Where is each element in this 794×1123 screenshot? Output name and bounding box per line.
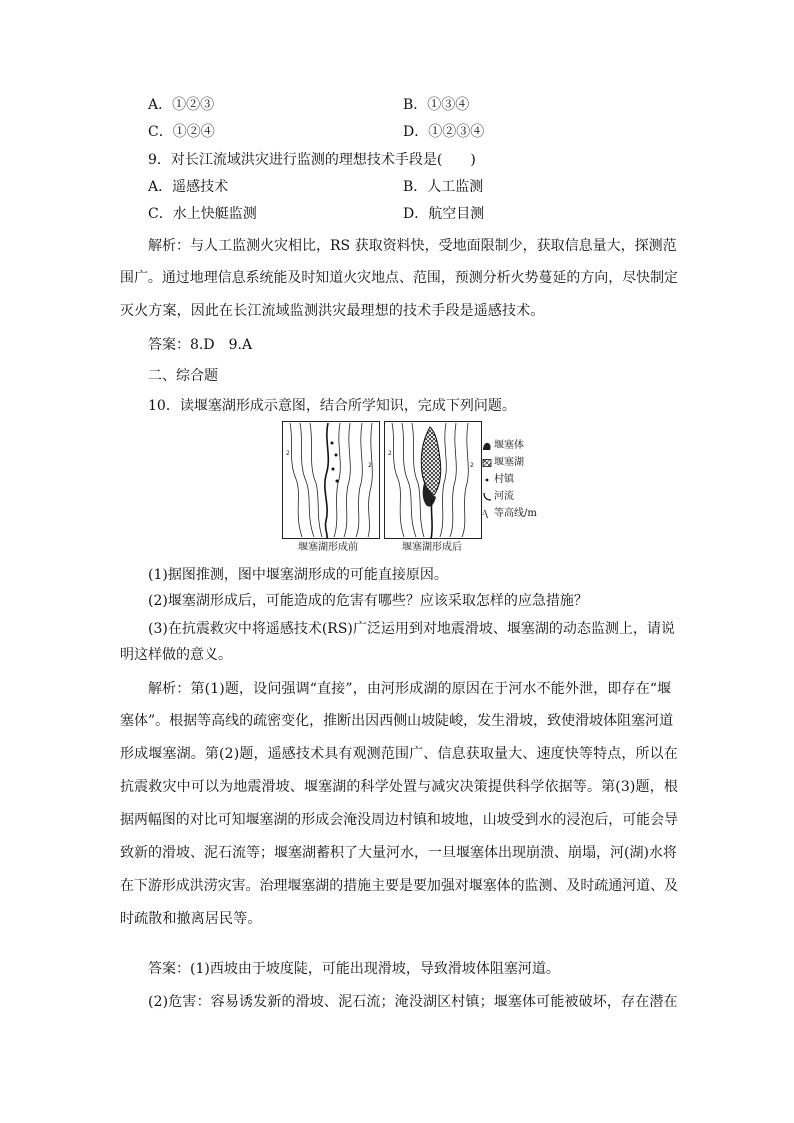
analysis-10-line: 抗震救灾中可以为地震滑坡、堰塞湖的科学处置与减灾决策提供科学依据等。第(3)题，根 bbox=[120, 779, 678, 795]
option-8c: C．①②④ bbox=[148, 124, 215, 140]
village-icon bbox=[482, 475, 492, 485]
analysis-9-line: 围广。通过地理信息系统能及时知道火灾地点、范围，预测分析火势蔓延的方向，尽快制定 bbox=[120, 270, 678, 286]
barrier-lake-figure bbox=[282, 421, 542, 557]
question-10-sub3: 明这样做的意义。 bbox=[120, 647, 232, 663]
caption-after: 堰塞湖形成后 bbox=[402, 542, 462, 553]
svg-text:2: 2 bbox=[368, 462, 372, 469]
analysis-10-line: 塞体”。根据等高线的疏密变化，推断出因西侧山坡陡峻，发生滑坡，致使滑坡体阻塞河道 bbox=[120, 713, 674, 729]
analysis-10-line: 形成堰塞湖。第(2)题，遥感技术具有观测范围广、信息获取量大、速度快等特点，所以在 bbox=[120, 746, 678, 762]
legend-label: 堰塞湖 bbox=[494, 457, 524, 468]
option-9d: D．航空目测 bbox=[403, 206, 485, 222]
map-before-graphic bbox=[282, 421, 380, 539]
legend-item-lake bbox=[482, 454, 552, 471]
option-9c: C．水上快艇监测 bbox=[148, 206, 257, 222]
option-9b: B．人工监测 bbox=[403, 179, 484, 195]
option-8b: B．①③④ bbox=[403, 97, 470, 113]
svg-text:2: 2 bbox=[388, 450, 392, 457]
legend-item-contour bbox=[482, 505, 552, 522]
river-icon bbox=[482, 492, 492, 502]
answer-8-9: 答案：8.D 9.A bbox=[148, 337, 253, 353]
svg-text:2: 2 bbox=[286, 450, 290, 457]
analysis-10-line: 致新的滑坡、泥石流等；堰塞湖蓄积了大量河水，一旦堰塞体出现崩溃、崩塌，河(湖)水将 bbox=[120, 845, 677, 861]
map-after-graphic bbox=[384, 421, 482, 539]
contour-icon bbox=[482, 509, 492, 519]
legend-item-barrier bbox=[482, 437, 552, 454]
svg-text:2: 2 bbox=[482, 510, 485, 516]
legend-item-village bbox=[482, 471, 552, 488]
answer-10-line: 答案：(1)西坡由于坡度陡，可能出现滑坡，导致滑坡体阻塞河道。 bbox=[148, 961, 560, 977]
question-10-sub3: (3)在抗震救灾中将遥感技术(RS)广泛运用到对地震滑坡、堰塞湖的动态监测上，请说 bbox=[148, 621, 675, 637]
svg-text:2: 2 bbox=[470, 462, 474, 469]
answer-10-line: (2)危害：容易诱发新的滑坡、泥石流；淹没湖区村镇；堰塞体可能被破坏，存在潜在 bbox=[148, 994, 678, 1010]
analysis-10-line: 据两幅图的对比可知堰塞湖的形成会淹没周边村镇和坡地，山坡受到水的浸泡后，可能会导 bbox=[120, 812, 678, 828]
legend-label: 等高线/m bbox=[494, 508, 537, 519]
legend-item-river bbox=[482, 488, 552, 505]
figure-legend bbox=[482, 437, 552, 522]
lake-icon bbox=[482, 458, 492, 468]
legend-label: 堰塞体 bbox=[494, 440, 524, 451]
barrier-icon bbox=[482, 441, 492, 451]
question-10-sub1: (1)据图推测，图中堰塞湖形成的可能直接原因。 bbox=[148, 567, 448, 583]
legend-label: 河流 bbox=[494, 491, 514, 502]
map-before bbox=[282, 421, 380, 539]
analysis-10-line: 在下游形成洪涝灾害。治理堰塞湖的措施主要是要加强对堰塞体的监测、及时疏通河道、及 bbox=[120, 878, 678, 894]
option-9a: A．遥感技术 bbox=[148, 179, 229, 195]
question-10-sub2: (2)堰塞湖形成后，可能造成的危害有哪些？应该采取怎样的应急措施？ bbox=[148, 593, 588, 609]
legend-label: 村镇 bbox=[494, 474, 514, 485]
question-9-stem: 9．对长江流域洪灾进行监测的理想技术手段是( ) bbox=[148, 152, 476, 168]
analysis-10-line: 解析：第(1)题，设问强调“直接”，由河形成湖的原因在于河水不能外泄，即存在“堰 bbox=[148, 681, 672, 697]
question-10-stem: 10．读堰塞湖形成示意图，结合所学知识，完成下列问题。 bbox=[148, 398, 516, 414]
analysis-10-line: 时疏散和撤离居民等。 bbox=[120, 911, 262, 927]
map-after bbox=[384, 421, 482, 539]
option-8d: D．①②③④ bbox=[403, 124, 485, 140]
section-title: 二、综合题 bbox=[148, 368, 218, 384]
option-8a: A．①②③ bbox=[148, 97, 215, 113]
caption-before: 堰塞湖形成前 bbox=[298, 542, 358, 553]
analysis-9-line: 解析：与人工监测火灾相比，RS 获取资料快，受地面限制少，获取信息量大，探测范 bbox=[148, 238, 677, 254]
analysis-9-line: 灭火方案，因此在长江流域监测洪灾最理想的技术手段是遥感技术。 bbox=[120, 303, 545, 319]
